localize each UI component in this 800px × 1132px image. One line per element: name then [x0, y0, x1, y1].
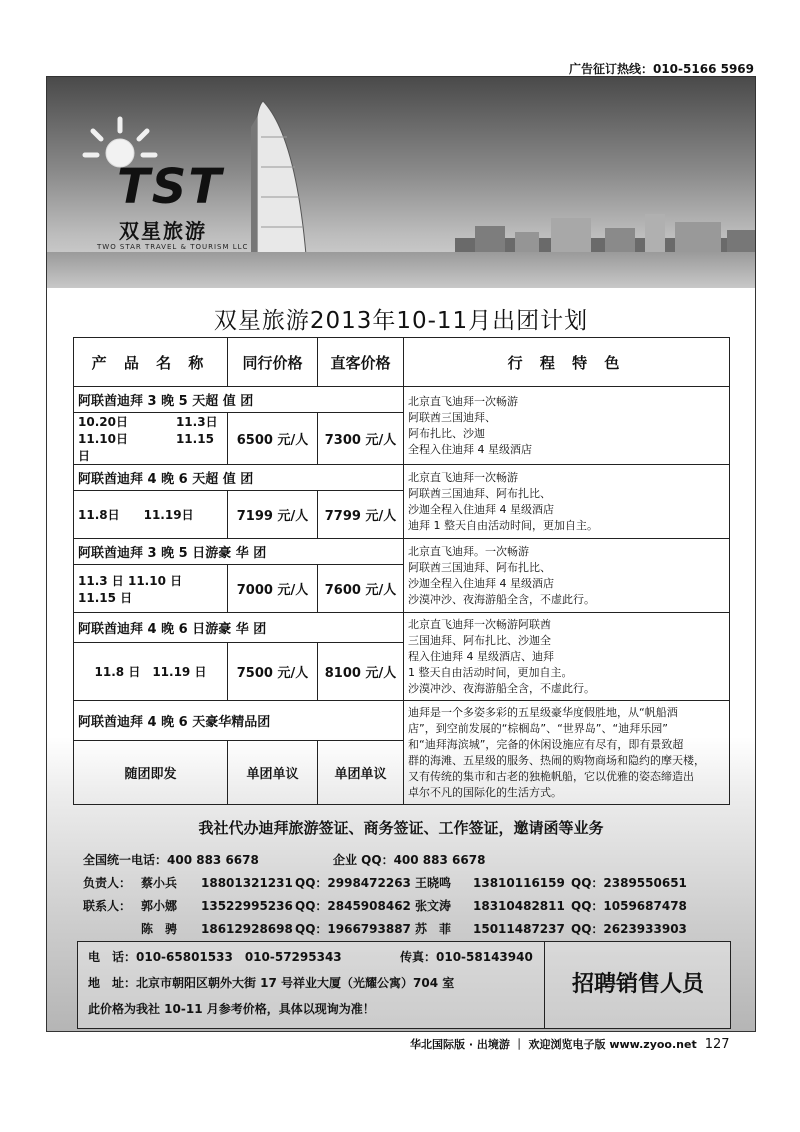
col-itinerary: 行 程 特 色: [404, 338, 730, 387]
banner-image: [47, 77, 755, 288]
phone-numbers: 电 话：010-65801533 010-57295343: [88, 950, 342, 964]
contact-row: [83, 918, 723, 941]
peer-price: 单团单议: [228, 741, 318, 805]
table-row: [74, 613, 730, 643]
logo-english-name: TWO STAR TRAVEL & TOURISM LLC: [97, 243, 249, 251]
contact-qq: QQ：2389550651: [571, 876, 687, 890]
peer-price: 7500 元/人: [228, 643, 318, 701]
contact-qq: QQ：1966793887: [295, 922, 411, 936]
contact-list: [83, 849, 723, 941]
table-row: [74, 387, 730, 413]
street-address: 地 址：北京市朝阳区朝外大街 17 号祥业大厦（光耀公寓）704 室: [88, 976, 455, 990]
footer-text: 华北国际版 · 出境游 ｜ 欢迎浏览电子版 www.zyoo.net: [410, 1038, 697, 1051]
product-name: 阿联酋迪拜 4 晚 6 日游豪 华 团: [74, 613, 404, 643]
contact-phone: 18612928698: [201, 922, 293, 936]
departure-dates: 11.3 日 11.10 日 11.15 日: [74, 565, 228, 613]
contact-name: 郭小娜: [141, 899, 178, 913]
company-qq: 企业 QQ：400 883 6678: [333, 853, 486, 867]
departure-dates: 11.8日 11.19日: [74, 491, 228, 539]
itinerary-desc: 北京直飞迪拜一次畅游 阿联酋三国迪拜、阿布扎比、 沙迦全程入住迪拜 4 星级酒店 迪拜 1 整天自由活动时间，更加自主。: [404, 465, 730, 539]
tour-plan-table-wrap: [73, 337, 729, 805]
contact-name: 陈 骋: [141, 922, 178, 936]
product-name: 阿联酋迪拜 3 晚 5 日游豪 华 团: [74, 539, 404, 565]
contact-phone: 18801321231: [201, 876, 293, 890]
contact-row: [83, 849, 723, 872]
departure-dates: 11.8 日 11.19 日: [74, 643, 228, 701]
contact-qq: QQ：2998472263: [295, 876, 411, 890]
address-box: [77, 941, 731, 1029]
col-direct-price: 直客价格: [318, 338, 404, 387]
itinerary-desc: 北京直飞迪拜一次畅游阿联酋 三国迪拜、阿布扎比、沙迦全 程入住迪拜 4 星级酒店、迪拜 1 整天自由活动时间，更加自主。 沙漠冲沙、夜海游船全含，不虚此行。: [404, 613, 730, 701]
product-name: 阿联酋迪拜 3 晚 5 天超 值 团: [74, 387, 404, 413]
itinerary-desc: 北京直飞迪拜。一次畅游 阿联酋三国迪拜、阿布扎比、 沙迦全程入住迪拜 4 星级酒店 沙漠冲沙、夜海游船全含，不虚此行。: [404, 539, 730, 613]
contact-row: [83, 895, 723, 918]
national-hotline: 全国统一电话：400 883 6678: [83, 853, 259, 867]
direct-price: 7300 元/人: [318, 413, 404, 465]
contact-name: 王晓鸣: [415, 876, 452, 890]
col-peer-price: 同行价格: [228, 338, 318, 387]
contact-phone: 13810116159: [473, 876, 565, 890]
page-title: 双星旅游2013年10-11月出团计划: [213, 308, 589, 334]
product-name: 阿联酋迪拜 4 晚 6 天豪华精品团: [74, 701, 404, 741]
burj-al-arab-illustration: [227, 97, 317, 267]
contact-qq: QQ：2845908462: [295, 899, 411, 913]
contact-qq: QQ：1059687478: [571, 899, 687, 913]
contact-row: [83, 872, 723, 895]
contact-name: 张文涛: [415, 899, 452, 913]
contact-qq: QQ：2623933903: [571, 922, 687, 936]
contact-phone: 15011487237: [473, 922, 565, 936]
contact-phone: 13522995236: [201, 899, 293, 913]
itinerary-desc: 迪拜是一个多姿多彩的五星级豪华度假胜地，从“帆船酒 店”，到空前发展的“棕榈岛”、“世界岛”、“迪拜乐园” 和“迪拜海滨城”，完备的休闲设施应有尽有，即有景致超 群的海滩、五星级的服务、热闹的购物商场和隐约的摩天楼， 又有传统的集市和古老的独桅帆船，它以优雅的姿态缔造出 卓尔不凡的国际化的生活方式。: [404, 701, 730, 805]
page-number: 127: [704, 1037, 730, 1052]
logo-chinese-name: 双星旅游: [119, 219, 207, 243]
contact-phone: 18310482811: [473, 899, 565, 913]
table-row: [74, 465, 730, 491]
itinerary-desc: 北京直飞迪拜一次畅游 阿联酋三国迪拜、 阿布扎比、沙迦 全程入住迪拜 4 星级酒店: [404, 387, 730, 465]
advert-frame: [46, 76, 756, 1032]
direct-price: 7600 元/人: [318, 565, 404, 613]
contact-name: 蔡小兵: [141, 876, 178, 890]
logo-tst: TST: [117, 159, 224, 215]
departure-dates: 随团即发: [74, 741, 228, 805]
product-name: 阿联酋迪拜 4 晚 6 天超 值 团: [74, 465, 404, 491]
table-header-row: [74, 338, 730, 387]
price-note: 此价格为我社 10-11 月参考价格，具体以现询为准！: [88, 1002, 375, 1016]
direct-price: 单团单议: [318, 741, 404, 805]
contact-role: 联系人：: [83, 899, 132, 913]
recruit-notice: 招聘销售人员: [544, 942, 731, 1028]
departure-dates: 10.20日 11.3日 11.10日 11.15日: [74, 413, 228, 465]
ad-hotline: 广告征订热线：010-5166 5969: [568, 62, 754, 76]
peer-price: 7000 元/人: [228, 565, 318, 613]
col-product-name: 产 品 名 称: [74, 338, 228, 387]
peer-price: 6500 元/人: [228, 413, 318, 465]
visa-services: 我社代办迪拜旅游签证、商务签证、工作签证，邀请函等业务: [198, 819, 604, 837]
sea-band: [47, 252, 755, 288]
table-row: [74, 539, 730, 565]
direct-price: 8100 元/人: [318, 643, 404, 701]
peer-price: 7199 元/人: [228, 491, 318, 539]
fax-number: 传真：010-58143940: [400, 950, 533, 964]
table-row: [74, 701, 730, 741]
page-footer: [410, 1036, 730, 1052]
tour-plan-table: [73, 337, 730, 805]
direct-price: 7799 元/人: [318, 491, 404, 539]
contact-name: 苏 菲: [415, 922, 452, 936]
contact-role: 负责人：: [83, 876, 132, 890]
